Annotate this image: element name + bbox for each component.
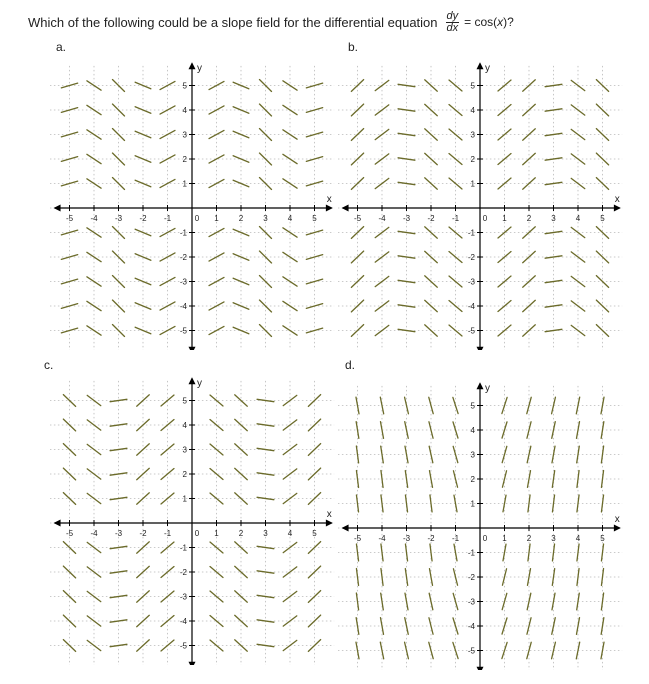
y-axis-arrow-icon <box>477 62 484 69</box>
x-tick-label: 1 <box>502 214 507 223</box>
x-tick-label: 4 <box>575 214 581 223</box>
slope-segment <box>135 180 151 187</box>
option-a-label[interactable]: a. <box>56 40 67 54</box>
x-tick-label: 3 <box>551 214 556 223</box>
y-tick-label: 4 <box>470 426 475 435</box>
slope-segment <box>235 566 248 577</box>
slope-segment <box>601 618 604 635</box>
y-tick-label: 5 <box>182 81 187 91</box>
y-tick-label: 1 <box>470 179 475 189</box>
y-tick-label: 5 <box>182 396 187 406</box>
y-tick-label: 5 <box>470 81 475 91</box>
x-tick-label: -2 <box>139 214 147 223</box>
option-b-label[interactable]: b. <box>348 40 359 54</box>
y-tick-label: 1 <box>182 179 187 189</box>
x-tick-label: 2 <box>526 534 532 543</box>
y-tick-label: -4 <box>467 302 475 311</box>
slope-segment <box>405 422 409 439</box>
y-tick-label: 4 <box>470 106 475 115</box>
x-axis-label: x <box>614 194 620 205</box>
y-tick-label: 5 <box>470 401 475 411</box>
slope-segment <box>210 542 223 553</box>
x-axis-arrow-icon <box>326 205 333 212</box>
y-tick-label: -5 <box>179 326 187 336</box>
x-tick-label: 5 <box>600 534 605 543</box>
y-axis-arrow-icon <box>477 382 484 389</box>
y-axis-arrow-icon <box>189 377 196 384</box>
y-axis-label: y <box>197 377 202 389</box>
x-tick-label: -3 <box>114 214 123 223</box>
x-axis-arrow-icon <box>54 520 61 527</box>
y-tick-label: -2 <box>179 253 187 262</box>
x-tick-label: -5 <box>65 529 74 538</box>
y-tick-label: -1 <box>179 228 187 238</box>
slope-segment <box>235 591 248 602</box>
slope-segment <box>498 276 511 287</box>
equation-rhs <box>464 15 514 29</box>
slope-segment <box>498 227 511 238</box>
x-tick-label: 1 <box>502 534 507 543</box>
option-d-slope-field[interactable] <box>338 380 623 670</box>
x-tick-label: -5 <box>65 214 74 223</box>
y-tick-label: -3 <box>179 592 187 602</box>
y-tick-label: -5 <box>467 646 475 656</box>
rhs-variable: x <box>497 15 504 29</box>
slope-segment <box>601 422 604 439</box>
slope-segment <box>429 446 433 463</box>
y-tick-label: -3 <box>179 277 187 287</box>
slope-segment <box>398 256 415 258</box>
y-axis-label: y <box>485 62 490 74</box>
slope-segment <box>528 495 530 512</box>
slope-segment <box>235 542 248 553</box>
slope-segment <box>498 80 511 91</box>
x-tick-label: -1 <box>451 534 460 543</box>
y-tick-label: -5 <box>467 326 475 336</box>
y-tick-label: -2 <box>467 573 475 582</box>
x-tick-label: -5 <box>353 534 362 543</box>
slope-segment <box>306 328 322 333</box>
option-c-slope-field[interactable] <box>50 375 335 665</box>
slope-segment <box>110 571 127 573</box>
y-tick-label: -4 <box>179 302 187 311</box>
y-axis-label: y <box>197 62 202 74</box>
y-tick-label: -1 <box>467 228 475 238</box>
option-b-slope-field[interactable] <box>338 60 623 350</box>
slope-segment <box>405 618 409 635</box>
y-tick-label: 3 <box>182 445 187 455</box>
y-tick-label: 4 <box>182 421 187 430</box>
y-tick-label: -3 <box>467 277 475 287</box>
question-prompt <box>28 6 628 38</box>
y-tick-label: 4 <box>182 106 187 115</box>
y-tick-label: -2 <box>467 253 475 262</box>
y-tick-label: -1 <box>467 548 475 558</box>
x-tick-label: 1 <box>214 529 219 538</box>
slope-segment <box>523 227 536 238</box>
x-tick-label: -1 <box>163 214 172 223</box>
y-axis-arrow-icon <box>477 667 484 670</box>
x-tick-label: 4 <box>575 534 581 543</box>
slope-segment <box>259 80 271 92</box>
slope-segment <box>523 80 536 91</box>
y-tick-label: 3 <box>182 130 187 140</box>
slope-segment <box>453 642 458 658</box>
slope-segment <box>259 251 271 263</box>
slope-segment <box>235 493 248 504</box>
x-tick-label: -3 <box>114 529 123 538</box>
x-tick-label: 2 <box>238 214 244 223</box>
y-tick-label: -4 <box>179 617 187 626</box>
slope-segment <box>523 276 536 287</box>
slope-segment <box>110 546 127 548</box>
y-tick-label: -5 <box>179 641 187 651</box>
slope-segment <box>405 642 409 659</box>
y-tick-label: -3 <box>467 597 475 607</box>
y-axis-arrow-icon <box>477 347 484 350</box>
slope-segment <box>429 642 433 658</box>
slope-segment <box>135 327 151 334</box>
fraction-denominator: dx <box>446 21 459 34</box>
x-tick-label: 5 <box>312 529 317 538</box>
slope-segment <box>210 395 223 406</box>
slope-segment <box>503 495 506 512</box>
slope-segment <box>259 227 271 239</box>
x-tick-label: -2 <box>427 534 435 543</box>
y-tick-label: 3 <box>470 130 475 140</box>
x-tick-label: 2 <box>526 214 532 223</box>
slope-segment <box>523 251 536 262</box>
y-tick-label: -2 <box>179 568 187 577</box>
x-tick-label: 3 <box>551 534 556 543</box>
x-tick-label: -3 <box>402 534 411 543</box>
slope-segment <box>405 446 408 463</box>
slope-segment <box>351 276 363 288</box>
y-tick-label: 2 <box>182 470 187 479</box>
fraction-numerator: dy <box>446 9 459 22</box>
slope-segment <box>135 131 151 138</box>
x-axis-label: x <box>614 514 620 525</box>
y-tick-label: 1 <box>182 494 187 504</box>
y-tick-label: -1 <box>179 543 187 553</box>
x-tick-label: -2 <box>139 529 147 538</box>
slope-segment <box>135 303 151 310</box>
slope-segment <box>523 178 536 189</box>
x-tick-label: 3 <box>263 529 268 538</box>
x-axis-label: x <box>326 194 332 205</box>
y-tick-label: 3 <box>470 450 475 460</box>
slope-segment <box>306 157 322 162</box>
slope-segment <box>210 567 223 578</box>
slope-segment <box>601 642 604 659</box>
slope-segment <box>259 276 271 288</box>
y-axis-arrow-icon <box>189 662 196 665</box>
x-tick-label: 0 <box>194 214 200 223</box>
x-tick-label: 0 <box>482 534 488 543</box>
question-text: Which of the following could be a slope field for the differential equation <box>28 14 438 30</box>
x-tick-label: 5 <box>312 214 317 223</box>
option-d-label[interactable]: d. <box>345 358 356 372</box>
x-axis-arrow-icon <box>342 525 349 532</box>
slope-segment <box>135 107 151 114</box>
x-tick-label: 1 <box>214 214 219 223</box>
slope-segment <box>306 304 322 309</box>
slope-segment <box>135 156 151 163</box>
slope-segment <box>235 395 248 406</box>
y-tick-label: 1 <box>470 499 475 509</box>
slope-segment <box>351 251 363 263</box>
slope-segment <box>63 542 75 554</box>
x-tick-label: -1 <box>163 529 172 538</box>
rhs-prefix: = cos( <box>464 15 498 29</box>
x-tick-label: -4 <box>378 214 386 223</box>
slope-segment <box>63 566 75 578</box>
y-axis-label: y <box>485 382 490 394</box>
y-tick-label: 2 <box>470 155 475 164</box>
slope-segment <box>63 591 75 603</box>
x-axis-label: x <box>326 509 332 520</box>
slope-segment <box>306 181 322 186</box>
x-tick-label: -4 <box>90 529 98 538</box>
x-axis-arrow-icon <box>326 520 333 527</box>
x-tick-label: -3 <box>402 214 411 223</box>
slope-segment <box>306 132 322 137</box>
x-axis-arrow-icon <box>54 205 61 212</box>
slope-segment <box>453 618 458 634</box>
y-tick-label: 2 <box>470 475 475 484</box>
slope-segment <box>351 227 363 239</box>
x-tick-label: 0 <box>194 529 200 538</box>
x-tick-label: 0 <box>482 214 488 223</box>
y-axis-arrow-icon <box>189 347 196 350</box>
x-tick-label: -1 <box>451 214 460 223</box>
option-c-label[interactable]: c. <box>44 358 54 372</box>
x-tick-label: -5 <box>353 214 362 223</box>
x-axis-arrow-icon <box>342 205 349 212</box>
option-a-slope-field[interactable] <box>50 60 335 350</box>
slope-segment <box>351 80 363 92</box>
x-tick-label: 4 <box>287 529 293 538</box>
x-tick-label: -4 <box>90 214 98 223</box>
x-axis-arrow-icon <box>614 525 621 532</box>
slope-segment <box>306 108 322 113</box>
slope-segment <box>63 395 75 407</box>
x-tick-label: 4 <box>287 214 293 223</box>
x-tick-label: -4 <box>378 534 386 543</box>
derivative-fraction <box>446 11 460 34</box>
x-tick-label: 2 <box>238 529 244 538</box>
x-tick-label: -2 <box>427 214 435 223</box>
x-axis-arrow-icon <box>614 205 621 212</box>
slope-segment <box>429 422 433 438</box>
y-tick-label: -4 <box>467 622 475 631</box>
slope-segment <box>453 446 458 462</box>
y-axis-arrow-icon <box>189 62 196 69</box>
slope-segment <box>398 231 415 233</box>
slope-segment <box>210 591 223 602</box>
slope-segment <box>498 252 511 263</box>
slope-segment <box>429 618 433 634</box>
x-tick-label: 5 <box>600 214 605 223</box>
y-tick-label: 2 <box>182 155 187 164</box>
rhs-suffix: )? <box>503 15 514 29</box>
x-tick-label: 3 <box>263 214 268 223</box>
slope-segment <box>453 422 458 438</box>
